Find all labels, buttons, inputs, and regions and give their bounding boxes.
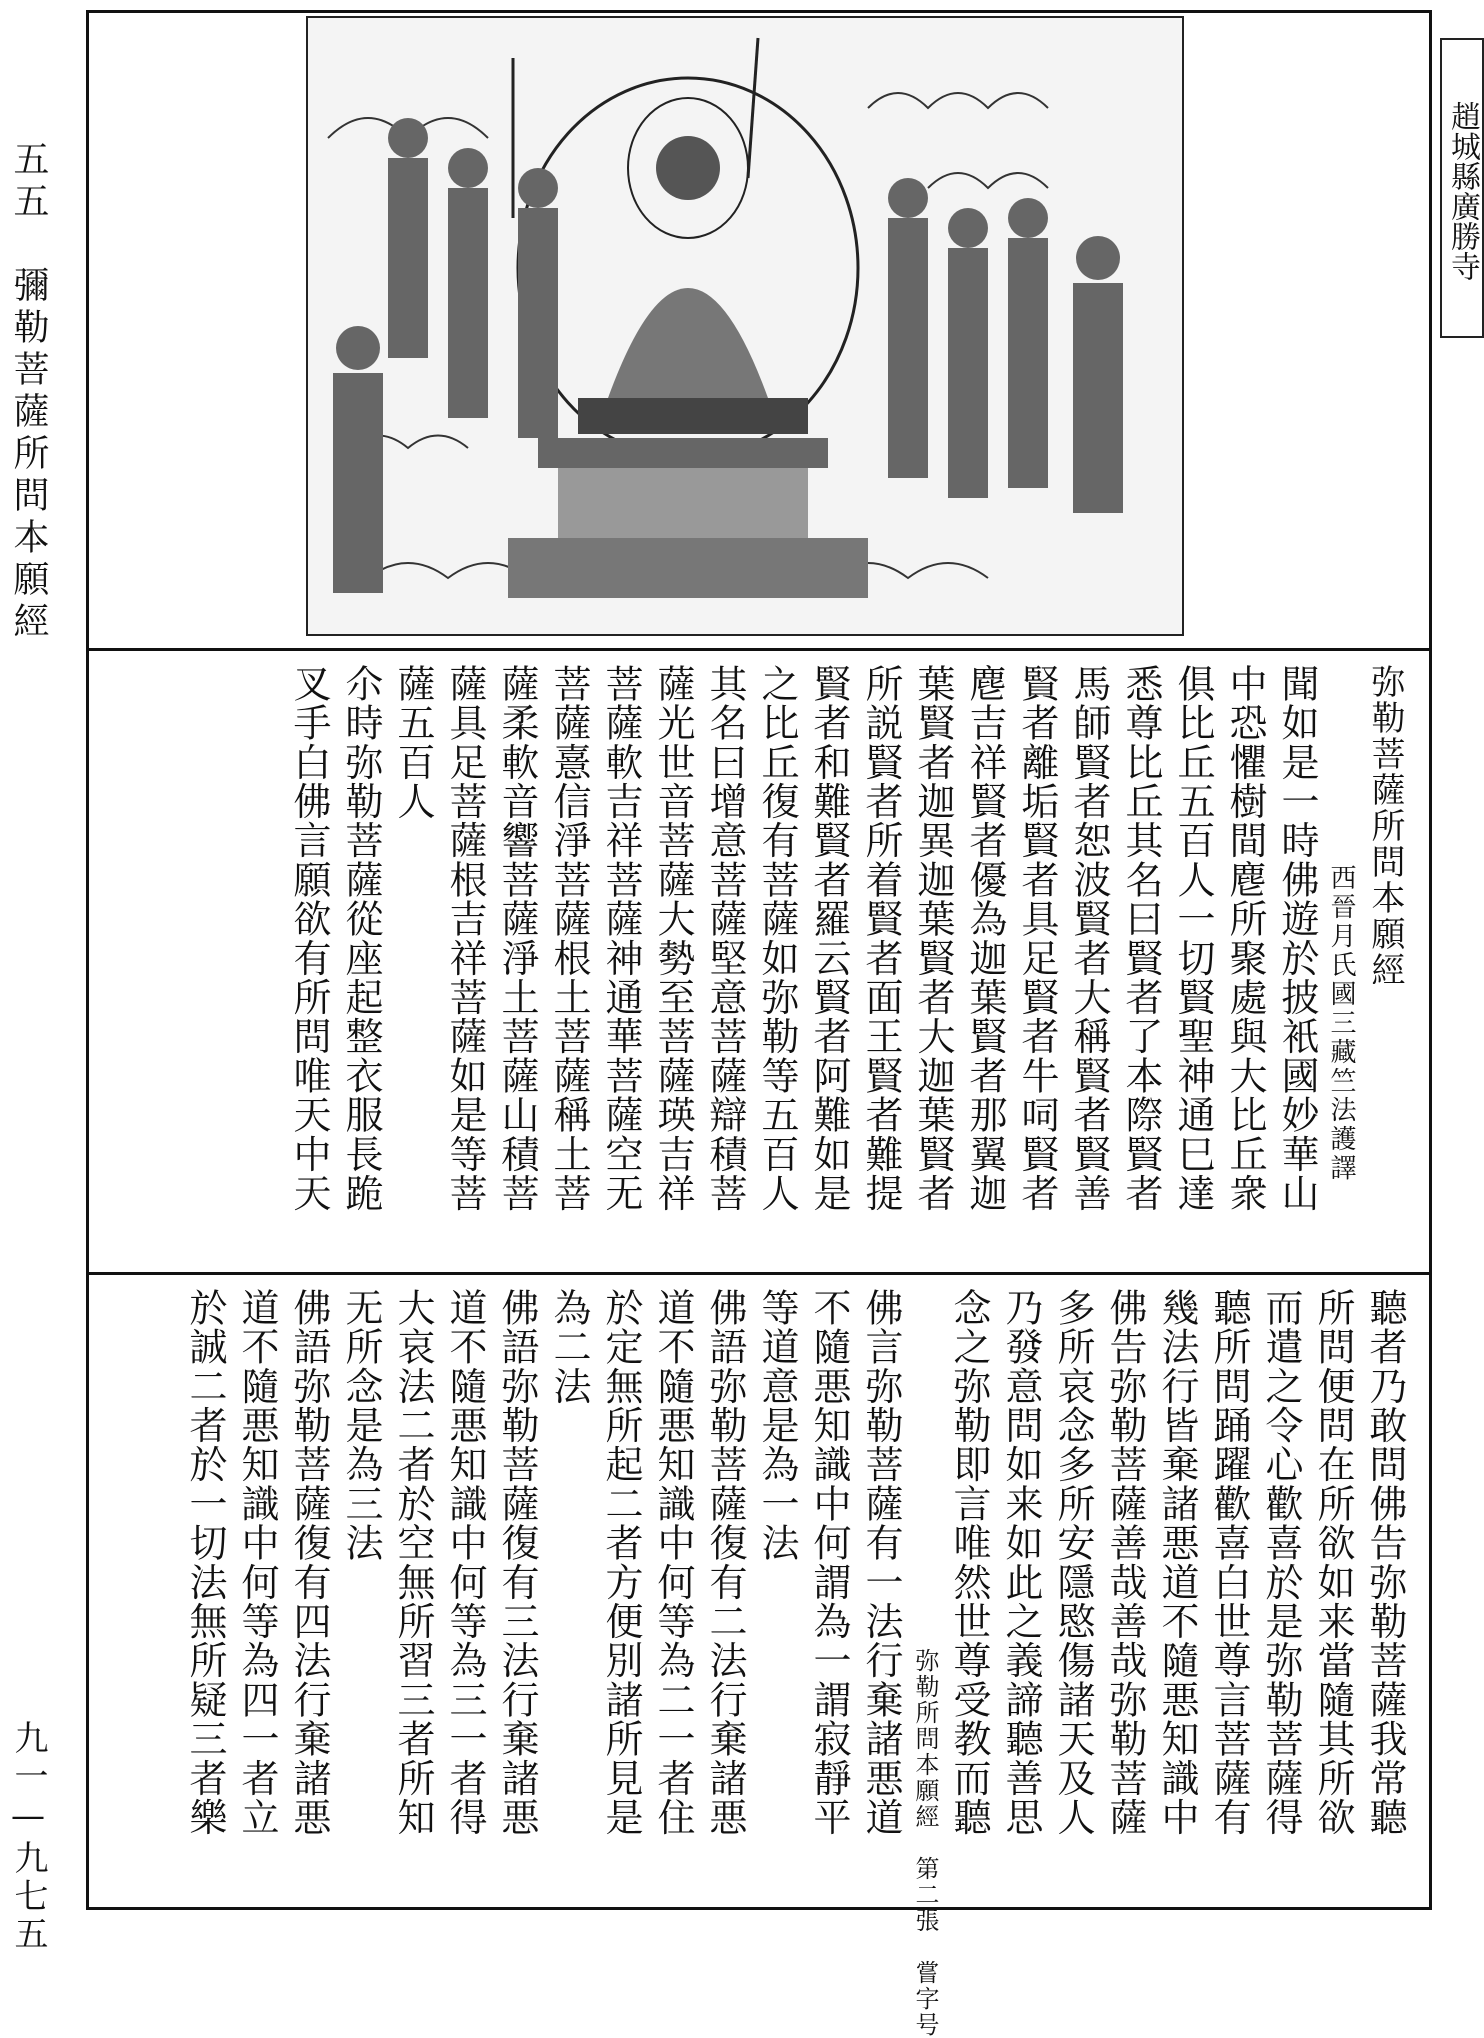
text-column: 多所哀念多所安隱愍傷諸天及人 [1051,1288,1095,1837]
text-column: 俱比丘五百人一切賢聖神通巳達 [1171,664,1215,1213]
text-column: 无所念是為三法 [339,1288,383,1563]
text-column: 等道意是為一法 [755,1288,799,1563]
text-column: 道不隨悪知識中何等為三一者得 [443,1288,487,1837]
text-column: 道不隨悪知識中何等為四一者立 [235,1288,279,1837]
page-number: 九一—九七五 [8,1720,48,1954]
text-column: 尒時弥勒菩薩從座起整衣服長跪 [339,664,383,1213]
text-column: 不隨悪知識中何謂為一謂寂靜平 [807,1288,851,1837]
text-column: 麀吉祥賢者優為迦葉賢者那翼迦 [963,664,1007,1213]
text-column: 悉尊比丘其名曰賢者了本際賢者 [1119,664,1163,1213]
text-column: 之比丘復有菩薩如弥勒等五百人 [755,664,799,1213]
text-column: 菩薩憙信淨菩薩根土菩薩稱土菩 [547,664,591,1213]
text-column: 其名曰增意菩薩堅意菩薩辯積菩 [703,664,747,1213]
temple-label: 趙城縣廣勝寺 [1440,38,1484,338]
text-column: 於定無所起二者方便別諸所見是 [599,1288,643,1837]
text-column: 賢者和難賢者羅云賢者阿難如是 [807,664,851,1213]
text-column: 薩柔軟音響菩薩淨土菩薩山積菩 [495,664,539,1213]
text-column: 所説賢者所着賢者面王賢者難提 [859,664,903,1213]
woodblock-illustration [306,16,1480,636]
sutra-heading: 弥勒菩薩所問本願經 [1365,664,1405,988]
text-column: 而遣之令心歡喜於是弥勒菩薩得 [1259,1288,1303,1837]
text-column: 薩具足菩薩根吉祥菩薩如是等菩 [443,664,487,1213]
text-column: 念之弥勒即言唯然世尊受教而聽 [947,1288,991,1837]
text-column: 於誠二者於一切法無所疑三者樂 [183,1288,227,1837]
text-panel-1 [160,664,1410,1264]
text-column: 聽所問踊躍歡喜白世尊言菩薩有 [1207,1288,1251,1837]
text-column: 佛告弥勒菩薩善哉善哉弥勒菩薩 [1103,1288,1147,1837]
illustration-drawing [308,18,1186,638]
divider [86,648,1432,651]
text-column: 叉手白佛言願欲有所問唯天中天 [287,664,331,1213]
text-column: 幾法行皆棄諸悪道不隨悪知識中 [1155,1288,1199,1837]
translator-line: 西晉月氏國三藏竺法護譯 [1326,864,1356,1183]
text-column: 薩五百人 [391,664,435,821]
text-column: 大哀法二者於空無所習三者所知 [391,1288,435,1837]
text-column: 賢者離垢賢者具足賢者牛呞賢者 [1015,664,1059,1213]
text-column: 佛語弥勒菩薩復有三法行棄諸悪 [495,1288,539,1837]
text-column: 菩薩軟吉祥菩薩神通華菩薩空无 [599,664,643,1213]
text-column: 道不隨悪知識中何等為二一者住 [651,1288,695,1837]
text-column: 所問便問在所欲如来當隨其所欲 [1311,1288,1355,1837]
text-column: 中恐懼樹間麀所聚處與大比丘衆 [1223,664,1267,1213]
margin-note: 弥勒所問本願經 第二張 嘗字号 [911,1648,939,2038]
text-panel-2 [160,1288,1410,2038]
text-column: 葉賢者迦異迦葉賢者大迦葉賢者 [911,664,955,1213]
side-margin-title: 五五 彌勒菩薩所問本願經 [8,140,49,644]
text-column: 佛語弥勒菩薩復有二法行棄諸悪 [703,1288,747,1837]
text-column: 為二法 [547,1288,591,1406]
text-column: 乃發意問如来如此之義諦聽善思 [999,1288,1043,1837]
divider [86,1272,1432,1275]
text-column: 佛語弥勒菩薩復有四法行棄諸悪 [287,1288,331,1837]
text-column: 佛言弥勒菩薩有一法行棄諸悪道 [859,1288,903,1837]
text-column: 聞如是一時佛遊於披衹國妙華山 [1275,664,1319,1213]
text-column: 馬師賢者恕波賢者大稱賢者賢善 [1067,664,1111,1213]
text-column: 薩光世音菩薩大勢至菩薩瑛吉祥 [651,664,695,1213]
text-column: 聽者乃敢問佛告弥勒菩薩我常聽 [1363,1288,1407,1837]
